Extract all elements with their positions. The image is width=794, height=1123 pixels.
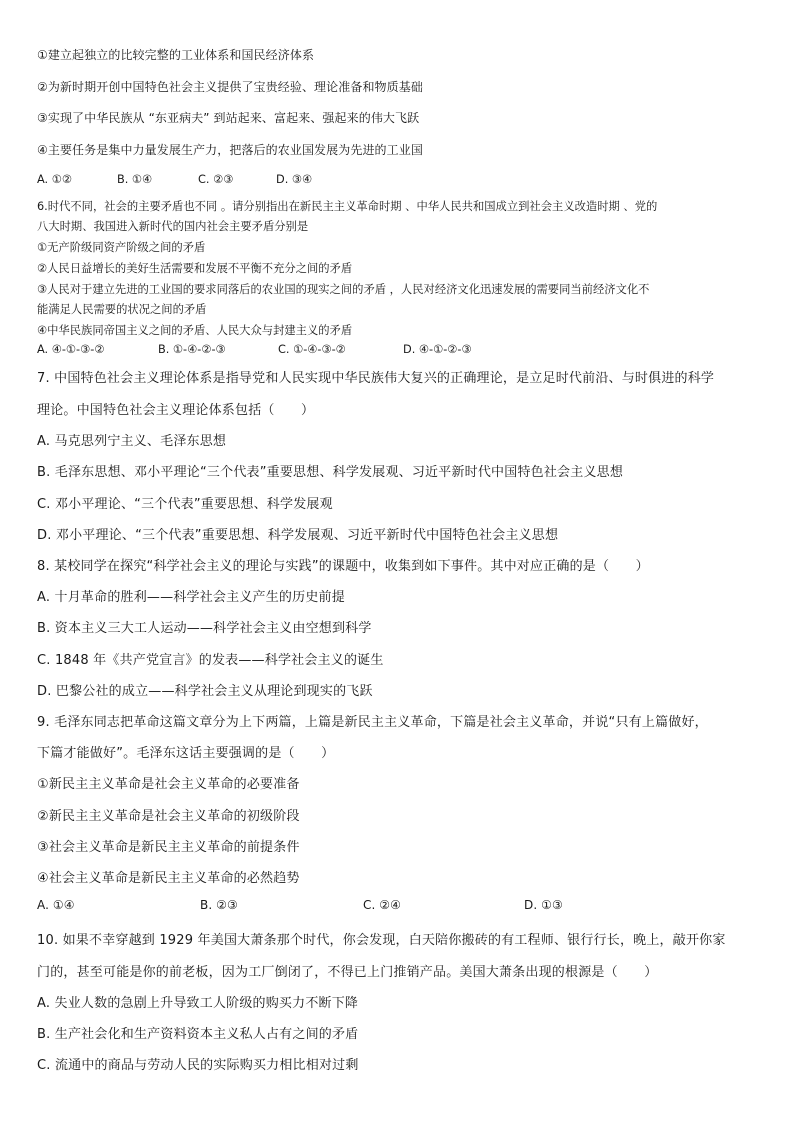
q5-options	[37, 173, 757, 191]
q6-item-2: ②人民日益增长的美好生活需要和发展不平衡不充分之间的矛盾	[37, 262, 353, 275]
q8-option-b: B. 资本主义三大工人运动——科学社会主义由空想到科学	[37, 621, 372, 636]
q8-option-a: A. 十月革命的胜利——科学社会主义产生的历史前提	[37, 590, 345, 605]
q5-option-b: B. ①④	[117, 173, 153, 186]
q8-option-c: C. 1848 年《共产党宣言》的发表——科学社会主义的诞生	[37, 653, 384, 668]
q7-stem-line-2: 理论。中国特色社会主义理论体系包括（ ）	[37, 403, 315, 418]
q8-option-d: D. 巴黎公社的成立——科学社会主义从理论到现实的飞跃	[37, 684, 373, 699]
q7-option-d: D. 邓小平理论、“三个代表”重要思想、科学发展观、习近平新时代中国特色社会主义思想	[37, 528, 559, 543]
q5-item-1: ①建立起独立的比较完整的工业体系和国民经济体系	[37, 48, 315, 62]
q9-option-a: A. ①④	[37, 898, 75, 912]
q7-option-b: B. 毛泽东思想、邓小平理论“三个代表”重要思想、科学发展观、习近平新时代中国特色社会主义思想	[37, 465, 624, 480]
q7-option-c: C. 邓小平理论、“三个代表”重要思想、科学发展观	[37, 497, 333, 512]
q10-option-b: B. 生产社会化和生产资料资本主义私人占有之间的矛盾	[37, 1027, 359, 1042]
q5-item-4: ④主要任务是集中力量发展生产力，把落后的农业国发展为先进的工业国	[37, 143, 423, 157]
q6-item-4: ④中华民族同帝国主义之间的矛盾、人民大众与封建主义的矛盾	[37, 324, 353, 337]
q5-item-3: ③实现了中华民族从 “东亚病夫” 到站起来、富起来、强起来的伟大飞跃	[37, 111, 420, 125]
q7-option-a: A. 马克思列宁主义、毛泽东思想	[37, 434, 227, 449]
q5-option-c: C. ②③	[198, 173, 234, 186]
q9-item-2: ②新民主主义革命是社会主义革命的初级阶段	[37, 809, 300, 824]
q6-stem-line-1: 6.时代不同，社会的主要矛盾也不同 。请分别指出在新民主主义革命时期 、中华人民共和国成立到社会主义改造时期 、党的	[37, 200, 658, 213]
q6-item-1: ①无产阶级同资产阶级之间的矛盾	[37, 241, 206, 254]
q10-stem-line-1: 10. 如果不幸穿越到 1929 年美国大萧条那个时代，你会发现，白天陪你搬砖的有工程师、银行行长，晚上，敲开你家	[37, 933, 726, 948]
q9-option-c: C. ②④	[363, 898, 402, 912]
q10-option-c: C. 流通中的商品与劳动人民的实际购买力相比相对过剩	[37, 1058, 359, 1073]
q9-options	[37, 898, 757, 916]
q8-stem: 8. 某校同学在探究“科学社会主义的理论与实践”的课题中，收集到如下事件。其中对应正确的是（ ）	[37, 559, 649, 574]
q9-stem-line-2: 下篇才能做好”。毛泽东这话主要强调的是（ ）	[37, 746, 335, 761]
q9-item-1: ①新民主主义革命是社会主义革命的必要准备	[37, 777, 300, 792]
q9-option-d: D. ①③	[524, 898, 563, 912]
q10-stem-line-2: 门的，甚至可能是你的前老板，因为工厂倒闭了，不得已上门推销产品。美国大萧条出现的根源是（ ）	[37, 965, 658, 980]
q5-item-2: ②为新时期开创中国特色社会主义提供了宝贵经验、理论准备和物质基础	[37, 80, 423, 94]
q9-item-4: ④社会主义革命是新民主主义革命的必然趋势	[37, 871, 300, 886]
q9-option-b: B. ②③	[200, 898, 238, 912]
q6-option-a: A. ④-①-③-②	[37, 343, 105, 356]
q6-option-d: D. ④-①-②-③	[403, 343, 472, 356]
q9-item-3: ③社会主义革命是新民主主义革命的前提条件	[37, 840, 300, 855]
q10-option-a: A. 失业人数的急剧上升导致工人阶级的购买力不断下降	[37, 996, 359, 1011]
q6-item-3-line-1: ③人民对于建立先进的工业国的要求同落后的农业国的现实之间的矛盾 ，人民对经济文化迅速发展的需要同当前经济文化不	[37, 283, 650, 296]
q7-stem-line-1: 7. 中国特色社会主义理论体系是指导党和人民实现中华民族伟大复兴的正确理论，是立足时代前沿、与时俱进的科学	[37, 371, 715, 386]
q6-option-c: C. ①-④-③-②	[278, 343, 346, 356]
q6-options	[37, 343, 757, 361]
q6-option-b: B. ①-④-②-③	[158, 343, 226, 356]
q6-item-3-line-2: 能满足人民需要的状况之间的矛盾	[37, 303, 207, 316]
q6-stem-line-2: 八大时期、我国进入新时代的国内社会主要矛盾分别是	[37, 220, 309, 233]
q5-option-d: D. ③④	[276, 173, 313, 186]
q9-stem-line-1: 9. 毛泽东同志把革命这篇文章分为上下两篇，上篇是新民主主义革命，下篇是社会主义革命，并说“只有上篇做好，	[37, 715, 708, 730]
q5-option-a: A. ①②	[37, 173, 72, 186]
